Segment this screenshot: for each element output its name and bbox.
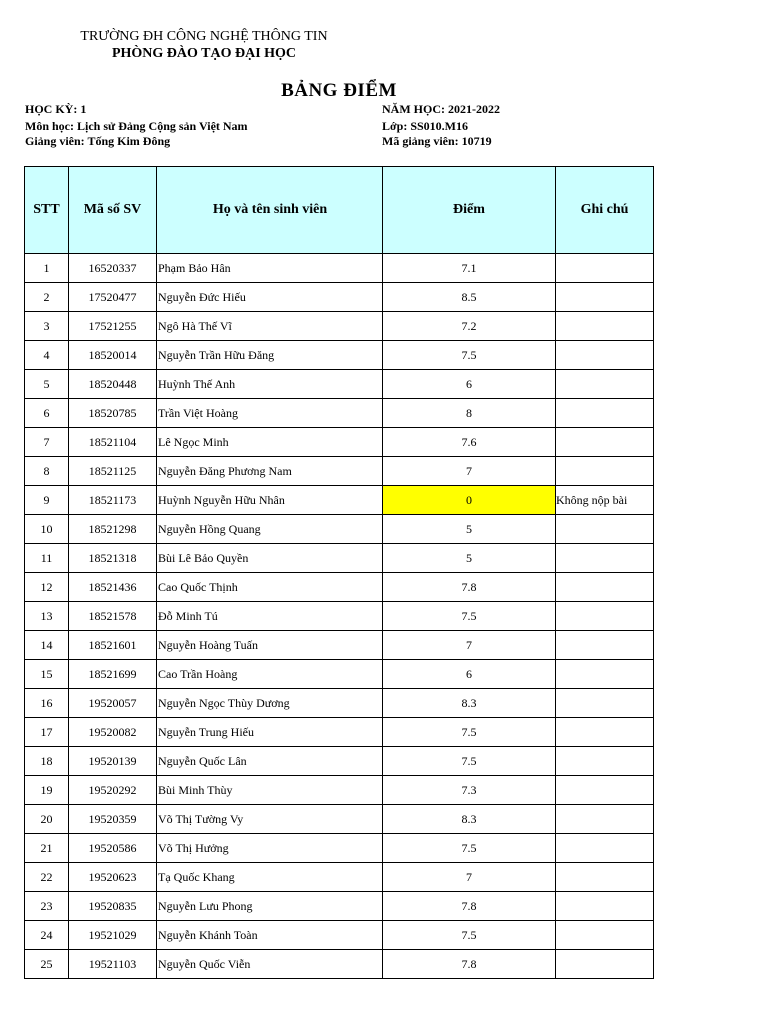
cell-note xyxy=(556,631,654,660)
table-row xyxy=(25,312,654,341)
cell-score: 7.5 xyxy=(383,341,556,370)
cell-student-name: Nguyễn Quốc Viễn xyxy=(157,950,383,979)
cell-student-id: 19520292 xyxy=(69,776,157,805)
cell-note xyxy=(556,254,654,283)
cell-note xyxy=(556,283,654,312)
table-row xyxy=(25,428,654,457)
table-row xyxy=(25,689,654,718)
cell-student-name: Bùi Minh Thùy xyxy=(157,776,383,805)
cell-stt: 21 xyxy=(25,834,69,863)
cell-note xyxy=(556,428,654,457)
cell-student-id: 18520448 xyxy=(69,370,157,399)
cell-score: 0 xyxy=(383,486,556,515)
cell-student-name: Nguyễn Trần Hữu Đăng xyxy=(157,341,383,370)
department-name: PHÒNG ĐÀO TẠO ĐẠI HỌC xyxy=(111,46,297,61)
school-name: TRƯỜNG ĐH CÔNG NGHỆ THÔNG TIN xyxy=(80,29,328,44)
cell-note xyxy=(556,515,654,544)
cell-score: 7 xyxy=(383,863,556,892)
cell-score: 8.5 xyxy=(383,283,556,312)
cell-student-name: Tạ Quốc Khang xyxy=(157,863,383,892)
lecturer-label: Giảng viên: Tống Kim Đông xyxy=(25,134,171,148)
cell-student-id: 19520586 xyxy=(69,834,157,863)
cell-stt: 8 xyxy=(25,457,69,486)
table-row xyxy=(25,776,654,805)
cell-score: 8.3 xyxy=(383,689,556,718)
cell-note xyxy=(556,863,654,892)
cell-note xyxy=(556,718,654,747)
cell-note xyxy=(556,747,654,776)
cell-student-id: 19520139 xyxy=(69,747,157,776)
cell-stt: 17 xyxy=(25,718,69,747)
table-row xyxy=(25,631,654,660)
table-row xyxy=(25,863,654,892)
cell-stt: 5 xyxy=(25,370,69,399)
course-label: Môn học: Lịch sử Đảng Cộng sản Việt Nam xyxy=(25,119,248,133)
cell-note xyxy=(556,544,654,573)
cell-note xyxy=(556,370,654,399)
table-row xyxy=(25,805,654,834)
cell-student-name: Lê Ngọc Minh xyxy=(157,428,383,457)
cell-score: 7.3 xyxy=(383,776,556,805)
cell-student-name: Nguyễn Hoàng Tuấn xyxy=(157,631,383,660)
cell-score: 7.5 xyxy=(383,747,556,776)
cell-student-name: Trần Việt Hoàng xyxy=(157,399,383,428)
cell-student-id: 18520785 xyxy=(69,399,157,428)
cell-note: Không nộp bài xyxy=(556,486,654,515)
grade-table xyxy=(24,166,654,979)
cell-note xyxy=(556,341,654,370)
table-header-row xyxy=(25,167,654,254)
cell-score: 7.5 xyxy=(383,602,556,631)
cell-score: 7.1 xyxy=(383,254,556,283)
cell-score: 7 xyxy=(383,631,556,660)
cell-student-id: 19521103 xyxy=(69,950,157,979)
cell-stt: 19 xyxy=(25,776,69,805)
cell-stt: 11 xyxy=(25,544,69,573)
cell-stt: 1 xyxy=(25,254,69,283)
cell-student-name: Nguyễn Đăng Phương Nam xyxy=(157,457,383,486)
cell-stt: 18 xyxy=(25,747,69,776)
cell-score: 7.8 xyxy=(383,950,556,979)
cell-stt: 16 xyxy=(25,689,69,718)
cell-score: 7.8 xyxy=(383,573,556,602)
cell-student-id: 18521173 xyxy=(69,486,157,515)
cell-stt: 22 xyxy=(25,863,69,892)
cell-student-name: Huỳnh Nguyễn Hữu Nhân xyxy=(157,486,383,515)
cell-student-id: 19520835 xyxy=(69,892,157,921)
cell-note xyxy=(556,892,654,921)
table-row xyxy=(25,950,654,979)
cell-student-id: 18521318 xyxy=(69,544,157,573)
class-label: Lớp: SS010.M16 xyxy=(382,119,468,133)
cell-score: 5 xyxy=(383,515,556,544)
table-row xyxy=(25,399,654,428)
cell-score: 7 xyxy=(383,457,556,486)
cell-student-name: Nguyễn Hồng Quang xyxy=(157,515,383,544)
cell-score: 6 xyxy=(383,660,556,689)
table-row xyxy=(25,341,654,370)
cell-student-id: 17521255 xyxy=(69,312,157,341)
cell-note xyxy=(556,573,654,602)
table-row xyxy=(25,283,654,312)
cell-student-id: 17520477 xyxy=(69,283,157,312)
table-row xyxy=(25,718,654,747)
table-row xyxy=(25,660,654,689)
cell-student-name: Đỗ Minh Tú xyxy=(157,602,383,631)
column-header-score: Điểm xyxy=(383,167,556,254)
cell-student-name: Cao Trần Hoàng xyxy=(157,660,383,689)
cell-stt: 13 xyxy=(25,602,69,631)
document-title: BẢNG ĐIỂM xyxy=(281,80,397,101)
cell-student-name: Huỳnh Thế Anh xyxy=(157,370,383,399)
table-row xyxy=(25,921,654,950)
cell-student-name: Nguyễn Lưu Phong xyxy=(157,892,383,921)
cell-student-name: Nguyễn Trung Hiếu xyxy=(157,718,383,747)
cell-score: 7.5 xyxy=(383,834,556,863)
cell-note xyxy=(556,457,654,486)
cell-score: 6 xyxy=(383,370,556,399)
cell-student-id: 19520057 xyxy=(69,689,157,718)
cell-student-id: 19520623 xyxy=(69,863,157,892)
cell-stt: 7 xyxy=(25,428,69,457)
cell-student-id: 18521298 xyxy=(69,515,157,544)
table-row xyxy=(25,834,654,863)
table-row xyxy=(25,747,654,776)
table-row xyxy=(25,602,654,631)
column-header-note: Ghi chú xyxy=(556,167,654,254)
cell-student-name: Nguyễn Khánh Toàn xyxy=(157,921,383,950)
cell-student-name: Cao Quốc Thịnh xyxy=(157,573,383,602)
cell-note xyxy=(556,602,654,631)
cell-stt: 15 xyxy=(25,660,69,689)
cell-student-id: 18521699 xyxy=(69,660,157,689)
cell-note xyxy=(556,312,654,341)
table-row xyxy=(25,254,654,283)
cell-student-id: 19520359 xyxy=(69,805,157,834)
cell-stt: 20 xyxy=(25,805,69,834)
cell-student-name: Phạm Bảo Hân xyxy=(157,254,383,283)
cell-student-id: 19520082 xyxy=(69,718,157,747)
table-row xyxy=(25,486,654,515)
cell-note xyxy=(556,660,654,689)
cell-note xyxy=(556,921,654,950)
cell-student-id: 18521125 xyxy=(69,457,157,486)
table-row xyxy=(25,457,654,486)
cell-student-id: 18521104 xyxy=(69,428,157,457)
lecturer-id-label: Mã giảng viên: 10719 xyxy=(382,134,492,148)
table-row xyxy=(25,544,654,573)
cell-note xyxy=(556,834,654,863)
cell-score: 7.6 xyxy=(383,428,556,457)
cell-stt: 24 xyxy=(25,921,69,950)
cell-student-name: Nguyễn Đức Hiếu xyxy=(157,283,383,312)
cell-stt: 9 xyxy=(25,486,69,515)
cell-score: 8 xyxy=(383,399,556,428)
cell-stt: 3 xyxy=(25,312,69,341)
cell-score: 7.8 xyxy=(383,892,556,921)
table-row xyxy=(25,892,654,921)
cell-student-id: 18521436 xyxy=(69,573,157,602)
semester-label: HỌC KỲ: 1 xyxy=(25,102,87,116)
school-year-label: NĂM HỌC: 2021-2022 xyxy=(382,102,500,116)
cell-score: 8.3 xyxy=(383,805,556,834)
column-header-student-name: Họ và tên sinh viên xyxy=(157,167,383,254)
cell-stt: 23 xyxy=(25,892,69,921)
cell-stt: 6 xyxy=(25,399,69,428)
table-row xyxy=(25,370,654,399)
cell-score: 7.5 xyxy=(383,921,556,950)
cell-student-id: 18520014 xyxy=(69,341,157,370)
cell-student-name: Nguyễn Ngọc Thùy Dương xyxy=(157,689,383,718)
cell-student-id: 16520337 xyxy=(69,254,157,283)
cell-student-id: 18521578 xyxy=(69,602,157,631)
cell-stt: 2 xyxy=(25,283,69,312)
cell-score: 5 xyxy=(383,544,556,573)
column-header-stt: STT xyxy=(25,167,69,254)
cell-student-id: 19521029 xyxy=(69,921,157,950)
cell-note xyxy=(556,950,654,979)
cell-stt: 14 xyxy=(25,631,69,660)
table-row xyxy=(25,573,654,602)
cell-stt: 10 xyxy=(25,515,69,544)
cell-score: 7.5 xyxy=(383,718,556,747)
cell-stt: 25 xyxy=(25,950,69,979)
cell-note xyxy=(556,399,654,428)
cell-note xyxy=(556,776,654,805)
cell-stt: 12 xyxy=(25,573,69,602)
cell-student-name: Bùi Lê Bảo Quyền xyxy=(157,544,383,573)
cell-student-name: Võ Thị Hưởng xyxy=(157,834,383,863)
cell-student-name: Võ Thị Tường Vy xyxy=(157,805,383,834)
cell-student-name: Nguyễn Quốc Lân xyxy=(157,747,383,776)
cell-score: 7.2 xyxy=(383,312,556,341)
cell-note xyxy=(556,689,654,718)
cell-note xyxy=(556,805,654,834)
cell-stt: 4 xyxy=(25,341,69,370)
table-row xyxy=(25,515,654,544)
cell-student-name: Ngô Hà Thế Vĩ xyxy=(157,312,383,341)
column-header-student-id: Mã số SV xyxy=(69,167,157,254)
cell-student-id: 18521601 xyxy=(69,631,157,660)
